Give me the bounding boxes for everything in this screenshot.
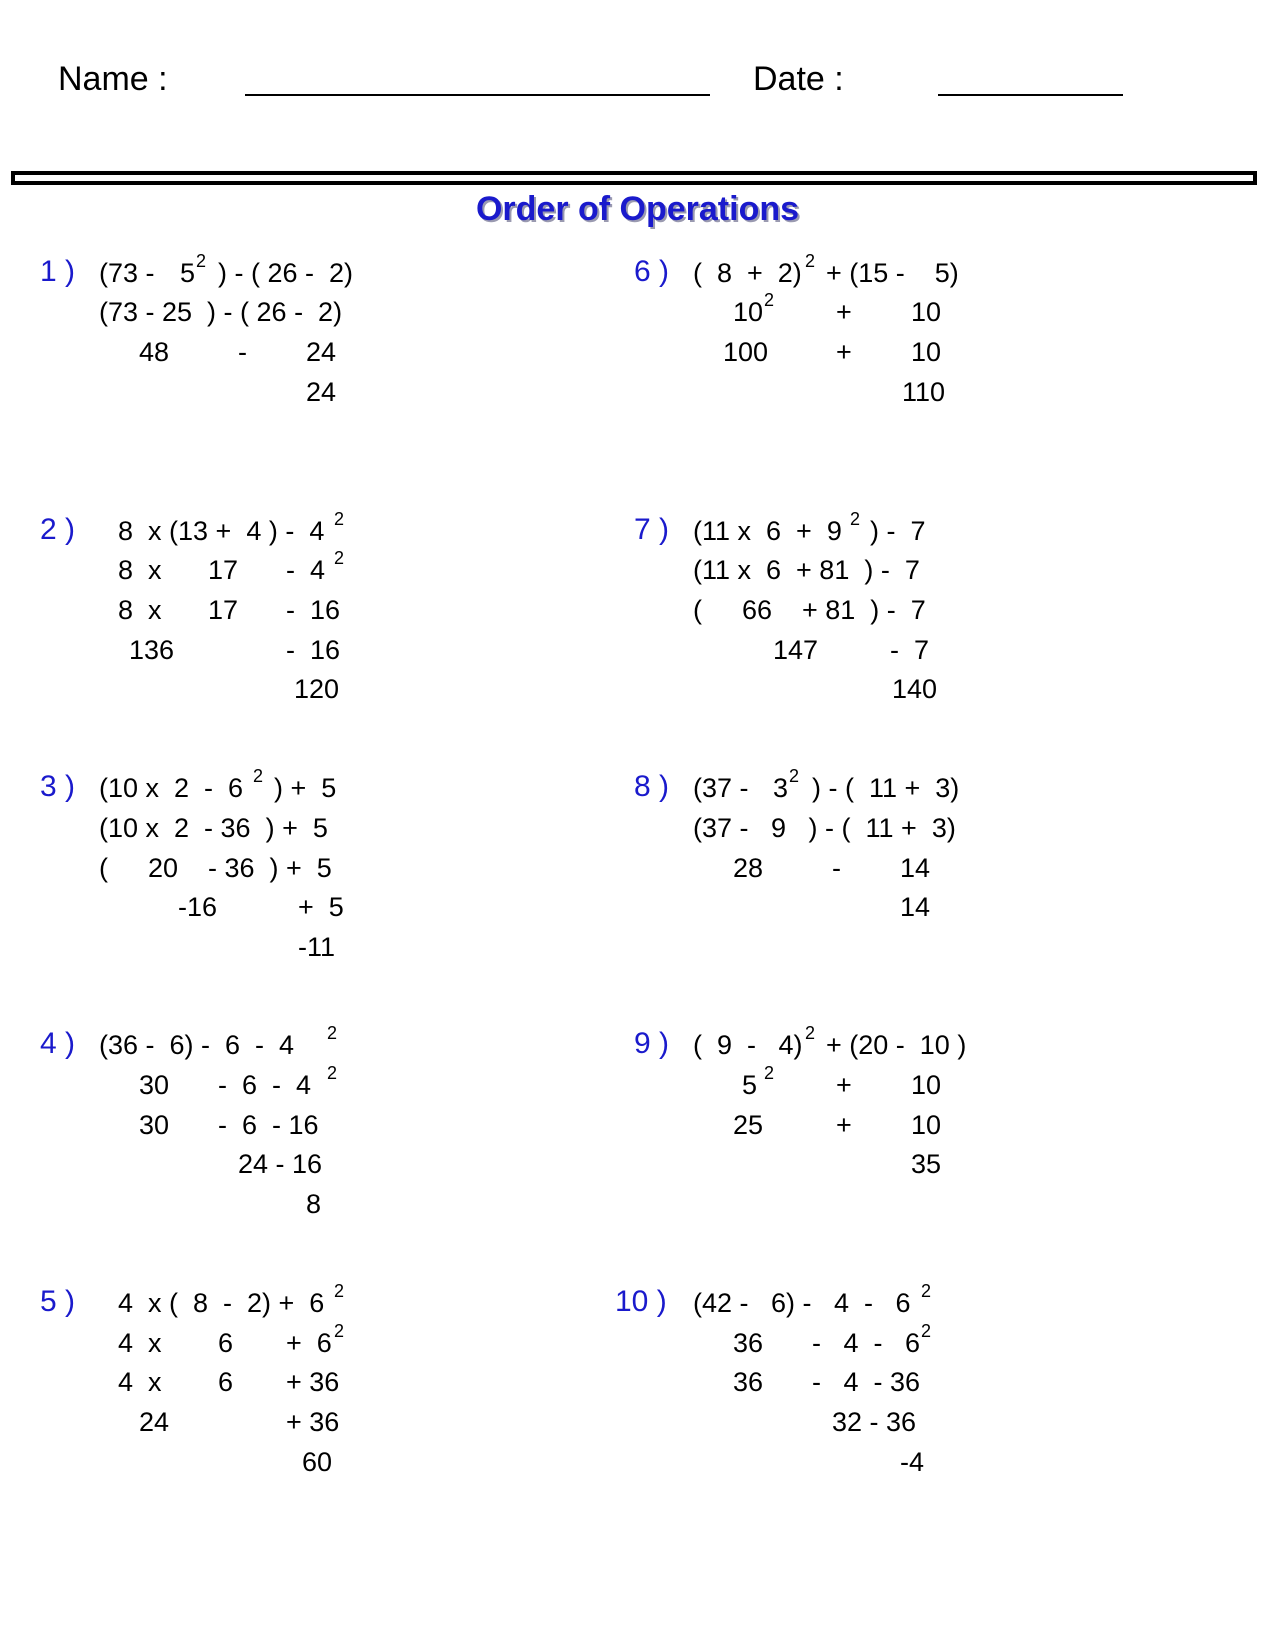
- step-1-base: 5: [180, 258, 196, 288]
- step-3-left: 100: [723, 337, 769, 367]
- step-1: (11 x 6 + 9: [693, 516, 842, 546]
- step-1-rest: ) - ( 26 - 2): [218, 258, 354, 288]
- step-3-rest: - 36 ) + 5: [208, 853, 332, 883]
- step-1: 4 x ( 8 - 2) + 6: [118, 1288, 325, 1318]
- problem-number: 2 ): [40, 513, 76, 546]
- exponent: 2: [327, 1023, 338, 1043]
- step-4-left: 147: [773, 635, 819, 665]
- problem-number: 7 ): [634, 513, 670, 546]
- step-2-left: 8 x: [118, 555, 162, 585]
- step-3-right: 14: [900, 853, 931, 883]
- exponent: 2: [334, 509, 345, 529]
- exponent: 2: [327, 1063, 338, 1083]
- step-4-right: + 36: [286, 1407, 340, 1437]
- step-3-left: 4 x: [118, 1367, 162, 1397]
- step-2-left: 5: [742, 1070, 758, 1100]
- step-3-mid: 6: [218, 1367, 234, 1397]
- step-3-op: +: [836, 1110, 852, 1140]
- step-3-left: 30: [139, 1110, 170, 1140]
- problem-number: 5 ): [40, 1285, 76, 1318]
- answer: -11: [298, 932, 336, 962]
- step-2-right: - 4: [286, 555, 326, 585]
- step-3-mid: 20: [148, 853, 179, 883]
- problem-number: 9 ): [634, 1027, 670, 1060]
- step-4-left: -16: [178, 892, 218, 922]
- step-1: (42 - 6) - 4 - 6: [693, 1288, 911, 1318]
- date-label: Date :: [753, 60, 844, 98]
- step-2-left: 30: [139, 1070, 170, 1100]
- step-4-left: 136: [129, 635, 175, 665]
- step-3-right: - 4 - 36: [812, 1367, 921, 1397]
- problem-number: 10 ): [615, 1285, 667, 1318]
- answer: 8: [306, 1189, 322, 1219]
- step-1-base: 3: [773, 773, 789, 803]
- step-2-op: +: [836, 1070, 852, 1100]
- name-blank-line[interactable]: [245, 94, 710, 96]
- step-2-mid: 17: [208, 555, 239, 585]
- step-3-right: 24: [306, 337, 337, 367]
- step-3-op: -: [238, 337, 247, 367]
- exponent: 2: [850, 509, 861, 529]
- step-3-right: + 36: [286, 1367, 340, 1397]
- step-3-open: (: [693, 595, 702, 625]
- step-1-rest: ) - 7: [870, 516, 926, 546]
- step-1: ( 9 - 4): [693, 1030, 803, 1060]
- step-1-rest: ) + 5: [274, 773, 337, 803]
- problem-number: 4 ): [40, 1027, 76, 1060]
- problem-number: 8 ): [634, 770, 670, 803]
- exponent: 2: [921, 1281, 932, 1301]
- step-1: ( 8 + 2): [693, 258, 802, 288]
- exponent: 2: [334, 548, 345, 568]
- answer: 140: [892, 674, 938, 704]
- step-3-right: 10: [911, 1110, 942, 1140]
- step-2-mid: 6: [218, 1328, 234, 1358]
- step-2: (10 x 2 - 36 ) + 5: [99, 813, 328, 843]
- step-2: (37 - 9 ) - ( 11 + 3): [693, 813, 956, 843]
- step-2: (11 x 6 + 81 ) - 7: [693, 555, 920, 585]
- answer: 60: [302, 1447, 333, 1477]
- step-4: 32 - 36: [832, 1407, 917, 1437]
- step-4: 24 - 16: [238, 1149, 323, 1179]
- exponent: 2: [921, 1321, 932, 1341]
- step-2-right: 10: [911, 297, 942, 327]
- step-1-rest: + (15 - 5): [826, 258, 959, 288]
- step-2-left: 36: [733, 1328, 764, 1358]
- step-4-right: - 7: [890, 635, 930, 665]
- answer: 14: [900, 892, 931, 922]
- problem-number: 6 ): [634, 255, 670, 288]
- step-1-rest: + (20 - 10 ): [826, 1030, 967, 1060]
- step-3-left: 36: [733, 1367, 764, 1397]
- step-3-right: - 16: [286, 595, 341, 625]
- answer: 120: [294, 674, 340, 704]
- step-2-right: - 6 - 4: [218, 1070, 312, 1100]
- step-2-left: 10: [733, 297, 764, 327]
- step-3-left: 48: [139, 337, 170, 367]
- exponent: 2: [764, 1063, 775, 1083]
- step-2-right: - 4 - 6: [812, 1328, 921, 1358]
- header-divider: [11, 171, 1257, 185]
- step-2-right: 10: [911, 1070, 942, 1100]
- step-4-left: 24: [139, 1407, 170, 1437]
- step-3-left: 8 x: [118, 595, 162, 625]
- answer: 24: [306, 377, 337, 407]
- step-3-right: 10: [911, 337, 942, 367]
- step-2: (73 - 25 ) - ( 26 - 2): [99, 297, 343, 327]
- exponent: 2: [334, 1321, 345, 1341]
- step-3-mid: 17: [208, 595, 239, 625]
- page-title: Order of Operations: [475, 190, 800, 228]
- step-2-left: 4 x: [118, 1328, 162, 1358]
- step-3-rest: + 81 ) - 7: [802, 595, 926, 625]
- exponent: 2: [789, 766, 800, 786]
- step-3-left: 25: [733, 1110, 764, 1140]
- exponent: 2: [253, 766, 264, 786]
- problem-number: 1 ): [40, 255, 76, 288]
- exponent: 2: [764, 290, 775, 310]
- step-3-left: 28: [733, 853, 764, 883]
- step-2-op: +: [836, 297, 852, 327]
- answer: -4: [900, 1447, 925, 1477]
- step-1: 8 x (13 + 4 ) - 4: [118, 516, 325, 546]
- answer: 110: [902, 377, 946, 407]
- answer: 35: [911, 1149, 942, 1179]
- step-3-mid: 66: [742, 595, 773, 625]
- step-4-right: + 5: [298, 892, 344, 922]
- step-3-op: -: [832, 853, 841, 883]
- step-1: (36 - 6) - 6 - 4: [99, 1030, 295, 1060]
- step-3-open: (: [99, 853, 108, 883]
- step-3-right: - 6 - 16: [218, 1110, 319, 1140]
- exponent: 2: [805, 1023, 816, 1043]
- step-1: (37 -: [693, 773, 749, 803]
- date-blank-line[interactable]: [938, 94, 1123, 96]
- step-1: (73 -: [99, 258, 155, 288]
- step-1: (10 x 2 - 6: [99, 773, 244, 803]
- exponent: 2: [805, 251, 816, 271]
- step-2-right: + 6: [286, 1328, 332, 1358]
- step-1-rest: ) - ( 11 + 3): [812, 773, 960, 803]
- exponent: 2: [196, 251, 207, 271]
- name-label: Name :: [58, 60, 168, 98]
- answer-clipped: [896, 1447, 926, 1477]
- step-3-op: +: [836, 337, 852, 367]
- step-4-right: - 16: [286, 635, 341, 665]
- exponent: 2: [334, 1281, 345, 1301]
- problem-number: 3 ): [40, 770, 76, 803]
